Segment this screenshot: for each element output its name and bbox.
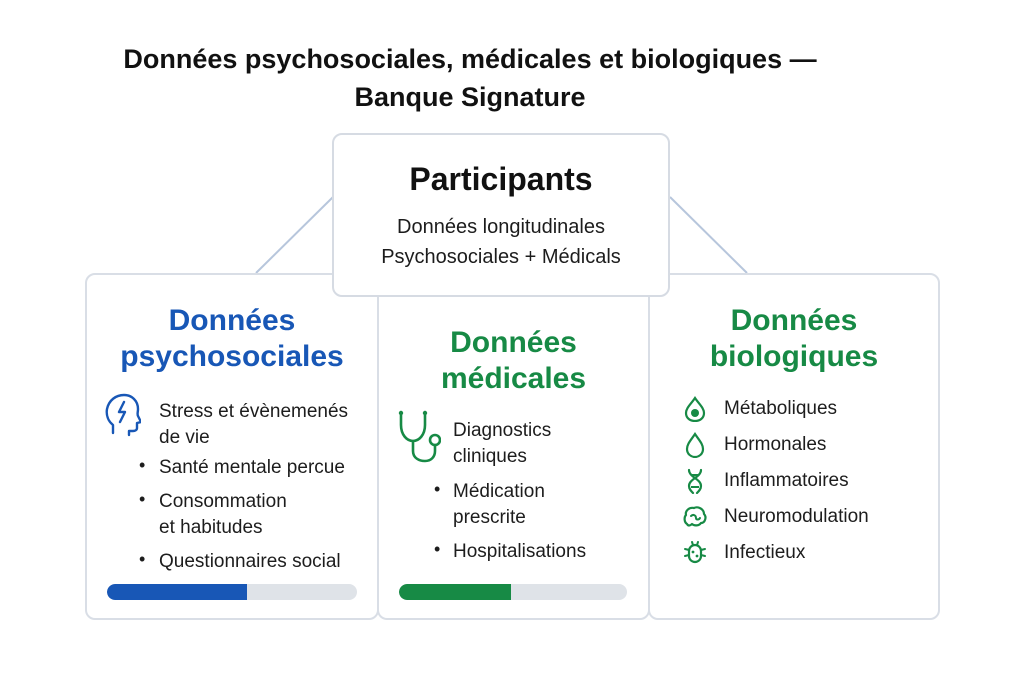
biological-item-metabolic [682,395,837,423]
diagram-title [40,40,900,116]
biological-item-infectious [682,539,805,567]
biological-item-metabolic-label: Métaboliques [724,398,838,419]
psychosocial-progress-fill [107,584,247,600]
biological-item-inflammatory-label: Inflammatoires [724,470,849,491]
biological-item-infectious-label: Infectieux [724,542,806,563]
participants-box [332,133,670,297]
biological-item-inflammatory [682,467,849,495]
medical-title-line2: médicales [440,362,587,395]
biological-item-hormonal-label: Hormonales [724,434,827,455]
psychosocial-card [85,273,379,620]
medical-item-medication [453,479,545,531]
medical-item-medication-line2: prescrite [453,507,526,528]
participants-line2: Psychosociales + Médicals [381,246,621,268]
bullet-icon: • [434,539,441,559]
medical-item-hospitalisations [453,539,586,565]
connector-left [256,197,333,273]
bacteria-icon [682,540,708,566]
medical-title-line1: Données [450,326,577,359]
biological-title-line1: Données [730,304,858,337]
psychosocial-item-consumption-line2: et habitudes [159,517,263,538]
psychosocial-item-questionnaires [159,549,341,575]
medical-item-hospitalisations-line1: Hospitalisations [453,541,587,562]
medical-item-medication-line1: Médication [453,481,545,502]
head-stress-icon [105,393,141,437]
medical-item-diagnostics-line2: cliniques [453,446,527,467]
psychosocial-item-stress [159,399,348,451]
dna-icon [682,468,708,494]
bullet-icon: • [139,455,146,475]
medical-card-title [379,325,648,397]
psychosocial-card-title [87,303,377,375]
psychosocial-item-consumption [159,489,287,541]
psychosocial-item-mental-health-line1: Santé mentale percue [159,457,345,478]
psychosocial-progress-bar [107,584,357,600]
bullet-icon: • [139,549,146,569]
psychosocial-item-stress-line2: de vie [159,427,210,448]
medical-item-diagnostics-line1: Diagnostics [453,420,552,441]
psychosocial-item-mental-health [159,455,345,481]
connector-right [670,197,747,273]
diagram-title-line1: Données psychosociales, médicales et biologiques — [123,44,817,74]
medical-progress-bar [399,584,627,600]
biological-card-title [650,303,938,375]
participants-line1: Données longitudinales [397,216,605,238]
bullet-icon: • [139,489,146,509]
psychosocial-item-consumption-line1: Consommation [159,491,287,512]
biological-item-neuromodulation-label: Neuromodulation [724,506,869,527]
biological-item-neuromodulation [682,503,869,531]
medical-progress-fill [399,584,511,600]
psychosocial-item-questionnaires-line1: Questionnaires social [159,551,341,572]
participants-title: Participants [409,161,593,197]
psychosocial-item-stress-line1: Stress et évènemenés [159,401,349,422]
biological-card [648,273,940,620]
bullet-icon: • [434,479,441,499]
diagram-title-line2: Banque Signature [354,82,586,112]
metabolic-drop-icon [682,396,708,422]
water-drop-icon [682,432,708,458]
stethoscope-icon [395,409,441,465]
biological-item-hormonal [682,431,826,459]
medical-item-diagnostics [453,418,551,470]
brain-icon [682,504,708,530]
psychosocial-title-line1: Données [168,304,296,337]
psychosocial-title-line2: psychosociales [120,340,344,373]
biological-title-line2: biologiques [709,340,879,373]
medical-card [377,273,650,620]
